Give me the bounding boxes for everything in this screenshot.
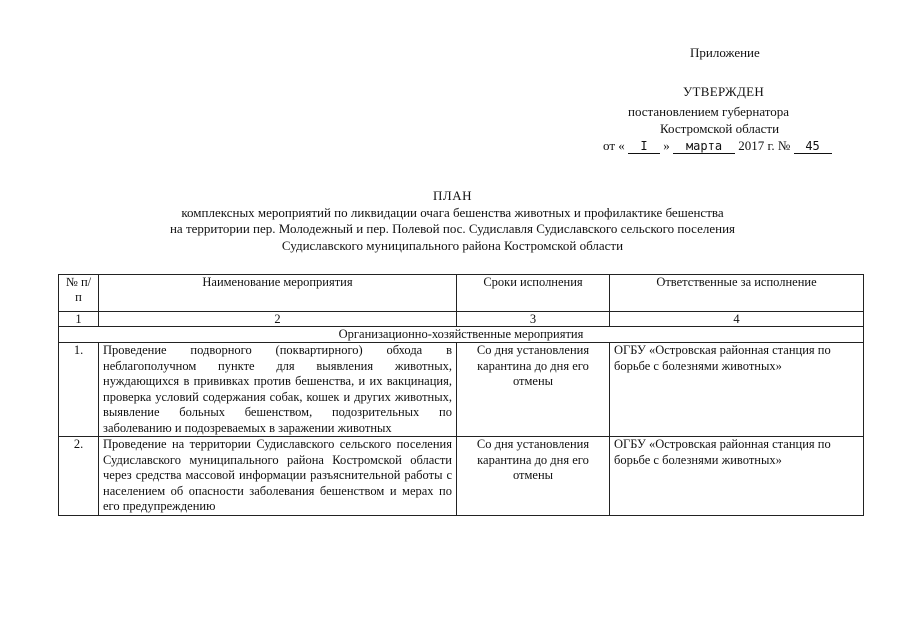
row-responsible: ОГБУ «Островская районная станция по борьбе с болезнями животных»: [610, 343, 864, 437]
header-name: Наименование мероприятия: [99, 275, 457, 312]
column-number: 1: [59, 312, 99, 327]
plan-title: ПЛАН: [433, 188, 472, 203]
section-title: Организационно-хозяйственные мероприятия: [59, 327, 864, 343]
plan-title-block: [0, 188, 905, 254]
decree-date-line: [603, 138, 832, 154]
region-label: Костромской области: [660, 121, 780, 136]
column-number: 2: [99, 312, 457, 327]
column-numbers-row: [59, 312, 864, 327]
row-responsible: ОГБУ «Островская районная станция по борьбе с болезнями животных»: [610, 437, 864, 516]
approved-label: УТВЕРЖДЕН: [683, 84, 765, 99]
header-responsible: Ответственные за исполнение: [610, 275, 864, 312]
plan-subtitle-line-2: на территории пер. Молодежный и пер. Полевой пос. Судиславля Судиславского сельского поселения: [169, 221, 736, 236]
plan-subtitle-line-3: Судиславского муниципального района Костромской области: [281, 237, 624, 253]
header-number: № п/п: [59, 275, 99, 312]
header-term: Сроки исполнения: [457, 275, 610, 312]
date-day-handwritten: I: [628, 140, 660, 154]
plan-table: [58, 274, 864, 516]
row-term: Со дня установления карантина до дня его отмены: [457, 343, 610, 437]
date-prefix: от «: [603, 138, 625, 153]
row-description: Проведение подворного (поквартирного) обхода в неблагополучном пункте для выявления животных, нуждающихся в прививках против бешенства, и их вакцинация, проверка условий содержания собак, кошек и других животных, выявление больных бешенством, подозрительных по заболеванию и подозреваемых в заражении животных: [99, 343, 457, 437]
date-month-handwritten: марта: [673, 140, 735, 154]
row-number: 2.: [59, 437, 99, 516]
plan-subtitle-line-1: комплексных мероприятий по ликвидации очага бешенства животных и профилактике бешенства: [181, 204, 724, 220]
row-number: 1.: [59, 343, 99, 437]
column-number: 4: [610, 312, 864, 327]
date-mid: »: [663, 138, 670, 153]
column-number: 3: [457, 312, 610, 327]
table-row: [59, 343, 864, 437]
row-description: Проведение на территории Судиславского сельского поселения Судиславского муниципального района Костромской области через средства массовой информации разъяснительной работы с населением об опасности заболевания бешенством и мерах по его предупреждению: [99, 437, 457, 516]
appendix-label: Приложение: [690, 45, 760, 60]
table-header-row: [59, 275, 864, 312]
section-row: [59, 327, 864, 343]
row-term: Со дня установления карантина до дня его отмены: [457, 437, 610, 516]
date-year: 2017 г. №: [738, 138, 791, 153]
decree-number-handwritten: 45: [794, 140, 832, 154]
table-row: [59, 437, 864, 516]
decree-label: постановлением губернатора: [628, 104, 790, 119]
